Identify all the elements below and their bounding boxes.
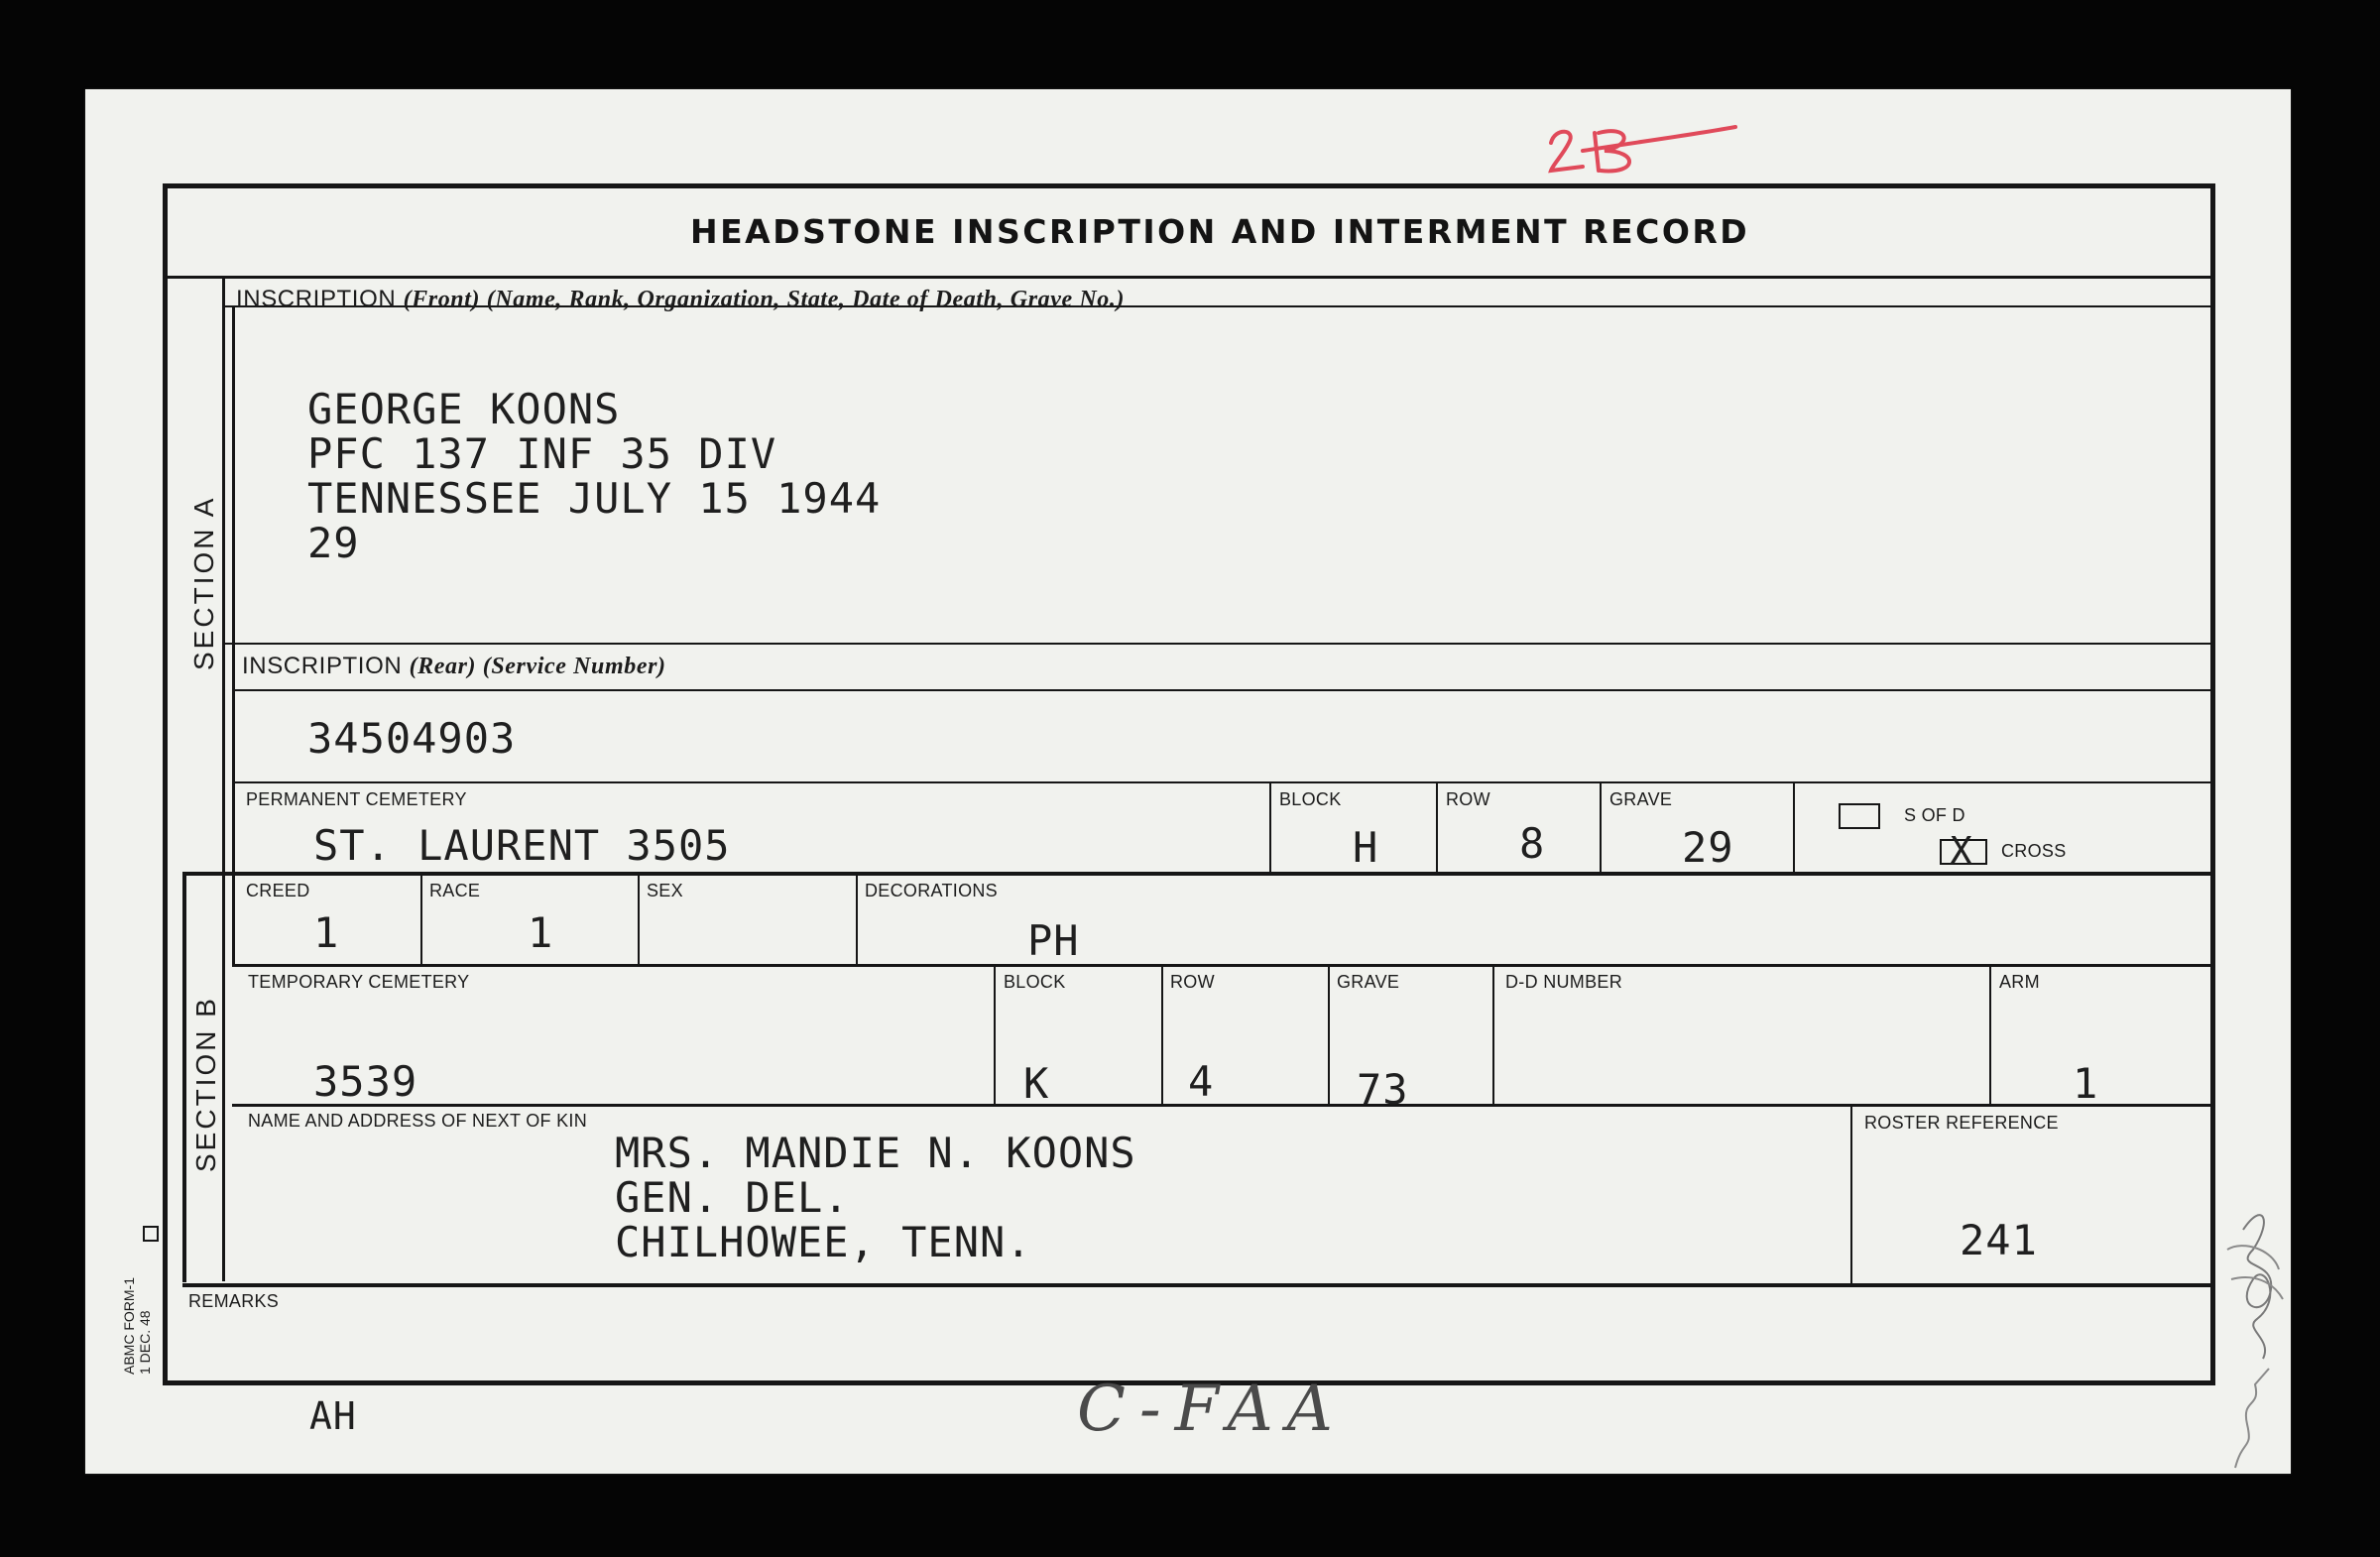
inscription-rank-unit: PFC 137 INF 35 DIV: [307, 429, 777, 478]
inscription-front-label: INSCRIPTION (Front) (Name, Rank, Organization, State, Date of Death, Grave No.): [236, 286, 1126, 312]
creed-value: 1: [313, 908, 340, 957]
cross-label: CROSS: [2001, 841, 2067, 861]
footer-handwritten-code: C-FAA: [1077, 1373, 1347, 1446]
service-number: 34504903: [307, 714, 517, 763]
pencil-signature-scribble: [2213, 1190, 2293, 1478]
cross-check-mark: X: [1950, 829, 1973, 873]
permanent-row-value: 8: [1519, 819, 1546, 868]
race-label: RACE: [429, 881, 481, 900]
section-b-label: SECTION B: [190, 996, 221, 1172]
form-id: ABMC FORM-1 1 DEC. 48: [121, 1277, 153, 1375]
inscription-front-text: [307, 387, 881, 565]
permanent-block-value: H: [1353, 823, 1379, 872]
temporary-grave-value: 73: [1357, 1065, 1409, 1114]
arm-value: 1: [2073, 1059, 2099, 1108]
inscription-grave-no: 29: [307, 519, 360, 567]
temporary-block-value: K: [1023, 1059, 1050, 1108]
form-frame: [163, 183, 2215, 1385]
permanent-grave-value: 29: [1682, 823, 1734, 872]
next-of-kin-address2: CHILHOWEE, TENN.: [615, 1218, 1032, 1266]
permanent-grave-label: GRAVE: [1609, 789, 1673, 809]
dd-number-label: D-D NUMBER: [1505, 972, 1622, 992]
form-title: HEADSTONE INSCRIPTION AND INTERMENT RECORD: [690, 212, 1750, 251]
permanent-row-label: ROW: [1446, 789, 1490, 809]
record-card: [85, 89, 2291, 1474]
arm-label: ARM: [1999, 972, 2040, 992]
creed-label: CREED: [246, 881, 310, 900]
s-of-d-label: S OF D: [1904, 805, 1965, 825]
temporary-row-value: 4: [1188, 1057, 1215, 1106]
temporary-block-label: BLOCK: [1004, 972, 1066, 992]
form-id-checkbox[interactable]: [143, 1226, 159, 1242]
race-value: 1: [528, 908, 554, 957]
permanent-block-label: BLOCK: [1279, 789, 1342, 809]
next-of-kin-address1: GEN. DEL.: [615, 1173, 850, 1222]
temporary-cemetery-value: 3539: [313, 1057, 418, 1106]
section-a-label: SECTION A: [188, 495, 219, 670]
decorations-label: DECORATIONS: [865, 881, 998, 900]
temporary-cemetery-label: TEMPORARY CEMETERY: [248, 972, 470, 992]
next-of-kin-name: MRS. MANDIE N. KOONS: [615, 1129, 1136, 1177]
s-of-d-checkbox[interactable]: [1839, 803, 1880, 829]
next-of-kin-text: [615, 1131, 1136, 1264]
permanent-cemetery-value: ST. LAURENT 3505: [313, 821, 731, 870]
temporary-grave-label: GRAVE: [1337, 972, 1400, 992]
remarks-label: REMARKS: [188, 1291, 280, 1311]
red-handwritten-mark: [1543, 121, 1741, 180]
temporary-row-label: ROW: [1170, 972, 1215, 992]
roster-reference-label: ROSTER REFERENCE: [1864, 1113, 2059, 1133]
inscription-rear-label: INSCRIPTION (Rear) (Service Number): [242, 653, 666, 679]
permanent-cemetery-label: PERMANENT CEMETERY: [246, 789, 467, 809]
next-of-kin-label: NAME AND ADDRESS OF NEXT OF KIN: [248, 1111, 588, 1131]
inscription-name: GEORGE KOONS: [307, 385, 621, 433]
decorations-value: PH: [1027, 916, 1080, 965]
inscription-state-date: TENNESSEE JULY 15 1944: [307, 474, 882, 523]
sex-label: SEX: [647, 881, 683, 900]
roster-reference-value: 241: [1960, 1216, 2038, 1264]
footer-typed-code: AH: [309, 1394, 357, 1438]
